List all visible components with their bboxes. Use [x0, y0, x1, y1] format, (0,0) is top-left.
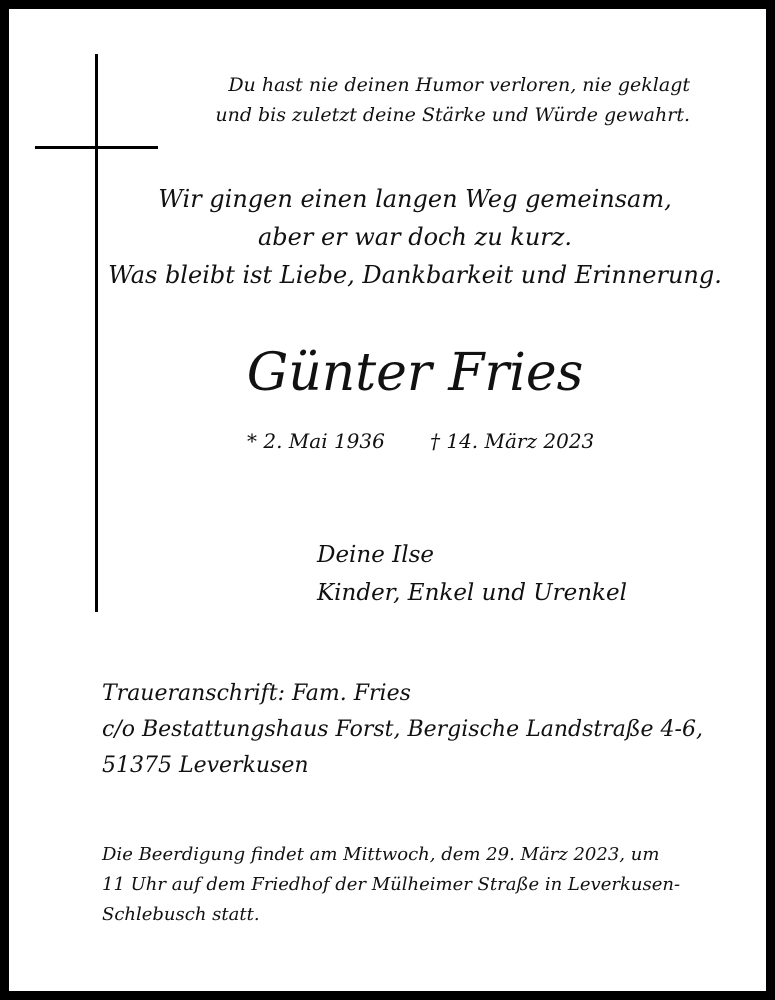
mourner-family: Kinder, Enkel und Urenkel	[317, 580, 627, 606]
opening-quote	[190, 70, 690, 130]
funeral-info	[102, 840, 702, 930]
address-line-2: c/o Bestattungshaus Forst, Bergische Landstraße 4-6,	[102, 717, 703, 742]
main-quote-line-3: Was bleibt ist Liebe, Dankbarkeit und Erinnerung.	[108, 261, 722, 289]
opening-quote-line-1: Du hast nie deinen Humor verloren, nie geklagt	[228, 74, 690, 96]
main-quote	[100, 180, 730, 294]
address-line-3: 51375 Leverkusen	[102, 753, 309, 778]
main-quote-line-1: Wir gingen einen langen Weg gemeinsam,	[158, 185, 672, 213]
address-line-1: Traueranschrift: Fam. Fries	[102, 681, 411, 706]
deceased-name: Günter Fries	[246, 343, 584, 403]
opening-quote-line-2: und bis zuletzt deine Stärke und Würde gewahrt.	[215, 104, 690, 126]
mourners-block	[317, 536, 627, 612]
funeral-line-2: 11 Uhr auf dem Friedhof der Mülheimer Straße in Leverkusen-	[102, 874, 681, 895]
cross-symbol-horizontal	[35, 146, 158, 149]
birth-date: * 2. Mai 1936	[247, 429, 385, 453]
condolence-address	[102, 676, 703, 784]
main-quote-line-2: aber er war doch zu kurz.	[257, 223, 573, 251]
funeral-line-3: Schlebusch statt.	[102, 904, 260, 925]
funeral-line-1: Die Beerdigung findet am Mittwoch, dem 29. März 2023, um	[102, 844, 660, 865]
death-date: † 14. März 2023	[430, 429, 595, 453]
mourner-spouse: Deine Ilse	[317, 542, 434, 568]
cross-symbol-vertical	[95, 54, 98, 612]
